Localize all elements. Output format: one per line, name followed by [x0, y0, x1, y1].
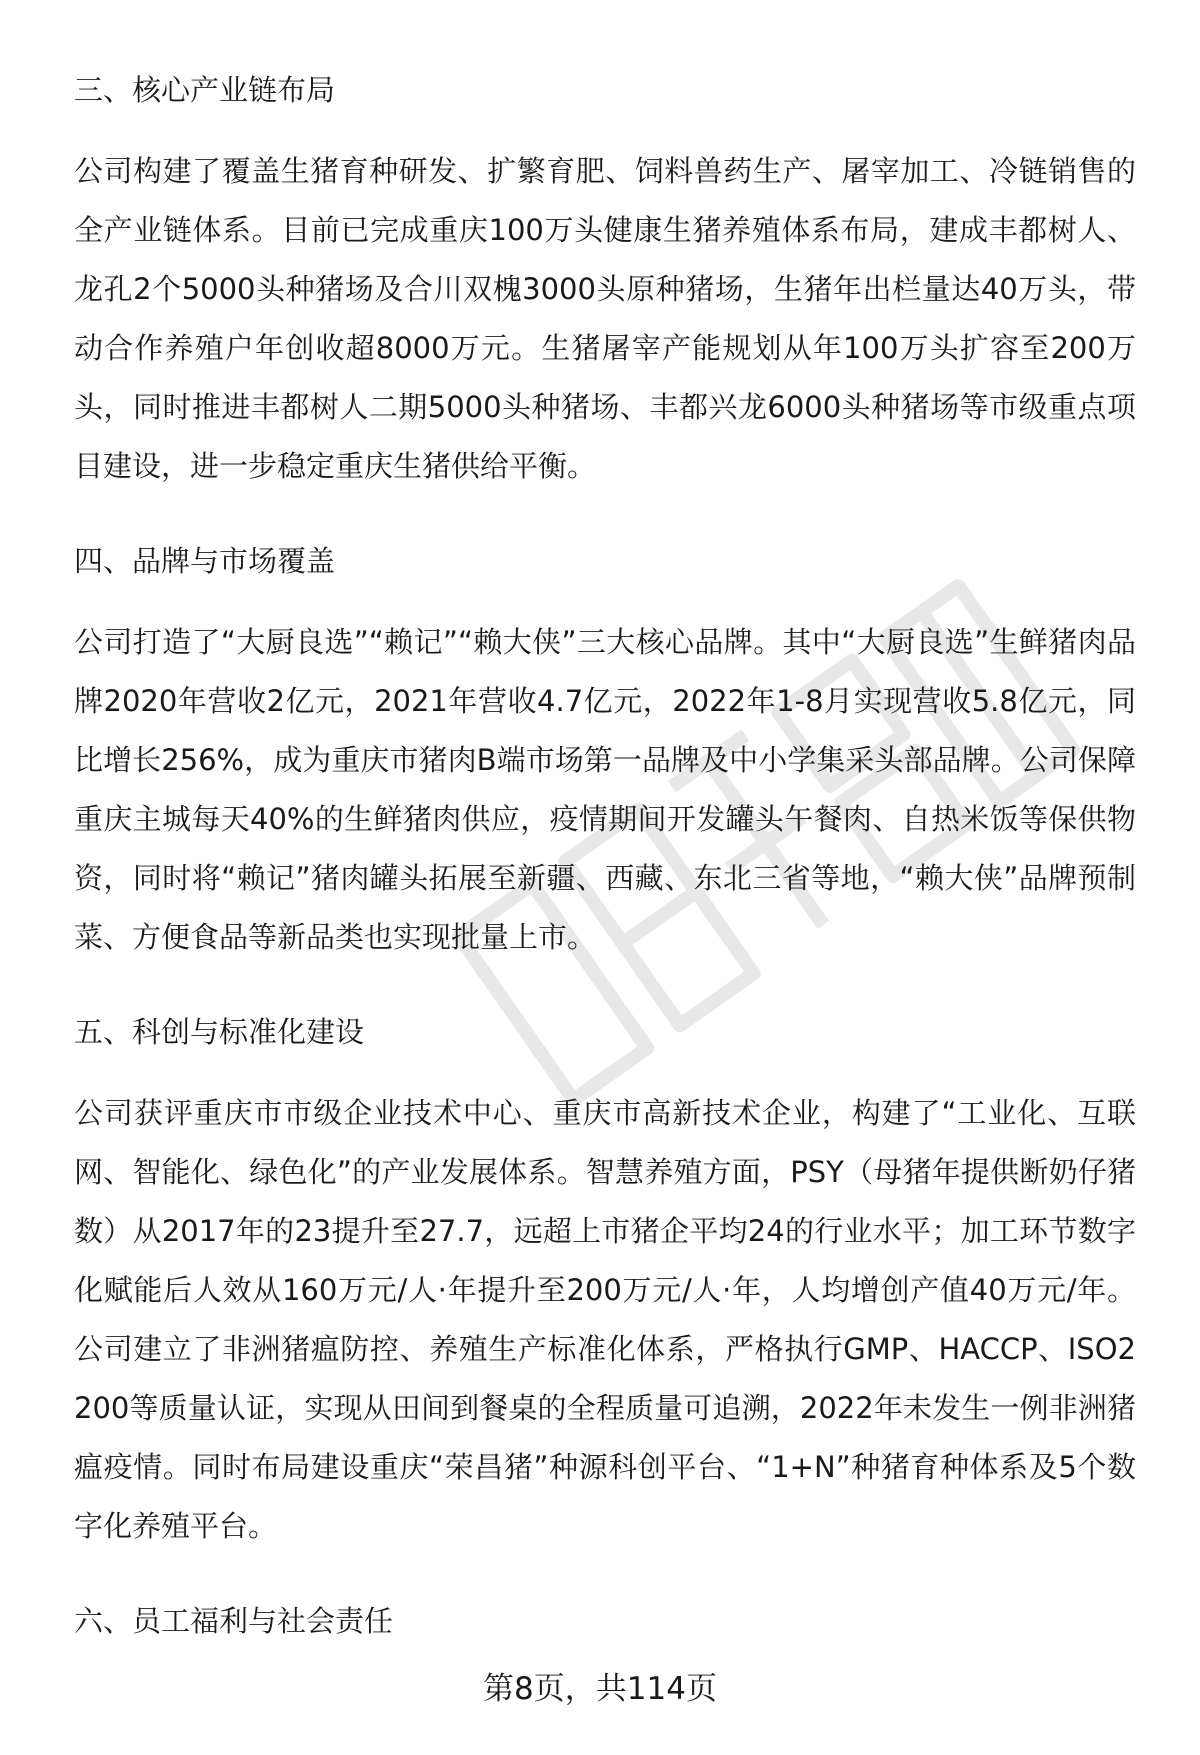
section-paragraph: 公司打造了“大厨良选”“赖记”“赖大侠”三大核心品牌。其中“大厨良选”生鲜猪肉品牌2020年营收2亿元，2021年营收4.7亿元，2022年1-8月实现营收5.8亿元，同比增长256%，成为重庆市猪肉B端市场第一品牌及中小学集采头部品牌。公司保障重庆主城每天40%的生鲜猪肉供应，疫情期间开发罐头午餐肉、自热米饭等保供物资，同时将“赖记”猪肉罐头拓展至新疆、西藏、东北三省等地，“赖大侠”品牌预制菜、方便食品等新品类也实现批量上市。: [74, 625, 1136, 954]
section-paragraph: 公司构建了覆盖生猪育种研发、扩繁育肥、饲料兽药生产、屠宰加工、冷链销售的全产业链体系。目前已完成重庆100万头健康生猪养殖体系布局，建成丰都树人、龙孔2个5000头种猪场及合川双槐3000头原种猪场，生猪年出栏量达40万头，带动合作养殖户年创收超8000万元。生猪屠宰产能规划从年100万头扩容至200万头，同时推进丰都树人二期5000头种猪场、丰都兴龙6000头种猪场等市级重点项目建设，进一步稳定重庆生猪供给平衡。: [74, 154, 1136, 483]
section-paragraph: 公司获评重庆市市级企业技术中心、重庆市高新技术企业，构建了“工业化、互联网、智能化、绿色化”的产业发展体系。智慧养殖方面，PSY（母猪年提供断奶仔猪数）从2017年的23提升至27.7，远超上市猪企平均24的行业水平；加工环节数字化赋能后人效从160万元/人·年提升至200万元/人·年，人均增创产值40万元/年。公司建立了非洲猪瘟防控、养殖生产标准化体系，严格执行GMP、HACCP、ISO2200等质量认证，实现从田间到餐桌的全程质量可追溯，2022年未发生一例非洲猪瘟疫情。同时布局建设重庆“荣昌猪”种源科创平台、“1+N”种猪育种体系及5个数字化养殖平台。: [74, 1096, 1136, 1543]
section-heading: 四、品牌与市场覆盖: [74, 544, 336, 578]
section-heading: 三、核心产业链布局: [74, 73, 336, 107]
page-number: 第8页，共114页: [483, 1671, 717, 1707]
document-content: [74, 60, 1136, 1673]
section-heading: 五、科创与标准化建设: [74, 1015, 365, 1049]
section-heading: 六、员工福利与社会责任: [74, 1604, 394, 1638]
